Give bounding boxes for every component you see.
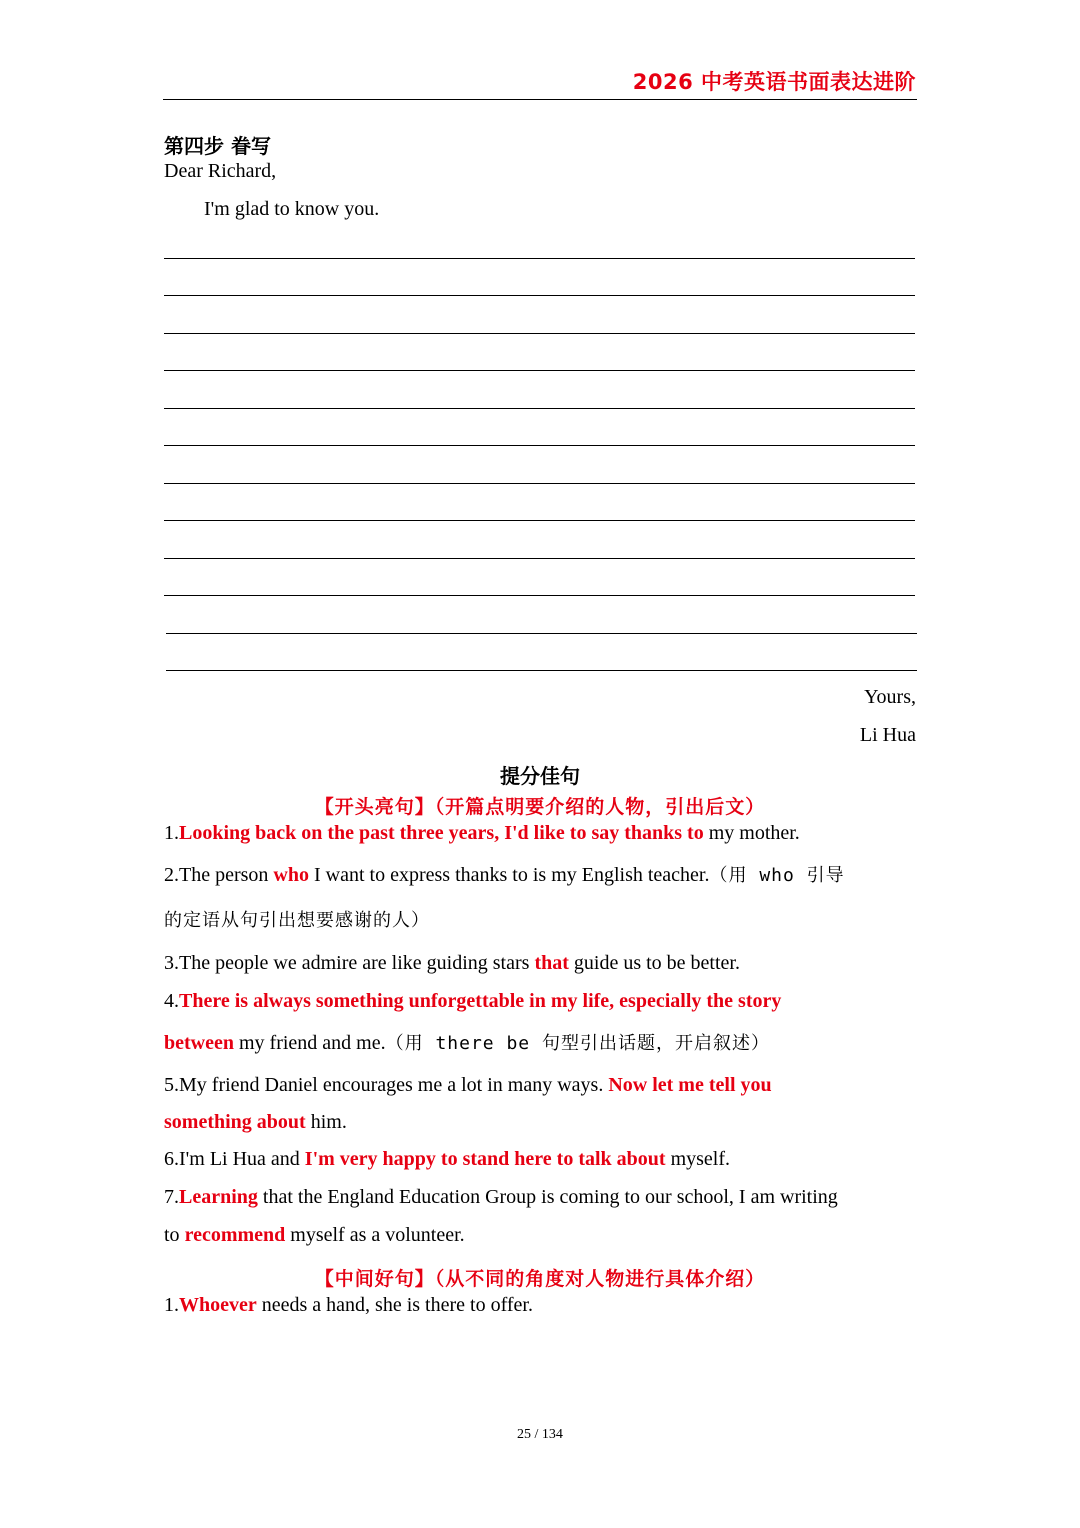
- writing-line: [164, 520, 915, 521]
- writing-line: [164, 295, 915, 296]
- sentence-note: （用 who 引导: [709, 865, 845, 886]
- writing-line: [164, 258, 915, 259]
- header-title: 2026 中考英语书面表达进阶: [632, 70, 916, 94]
- sentence-item: 1.Whoever needs a hand, she is there to offer.: [164, 1294, 533, 1316]
- sentence-item-continued: to recommend myself as a volunteer.: [164, 1224, 465, 1246]
- letter-opening: I'm glad to know you.: [204, 198, 380, 220]
- middle-sentences-heading: 【中间好句】（从不同的角度对人物进行具体介绍）: [314, 1268, 766, 1290]
- sentence-item: 3.The people we admire are like guiding stars that guide us to be better.: [164, 952, 740, 974]
- header-divider: [163, 99, 917, 100]
- opening-sentences-heading: 【开头亮句】（开篇点明要介绍的人物，引出后文）: [314, 796, 766, 818]
- letter-signature: Li Hua: [859, 724, 916, 746]
- sentence-note: 的定语从句引出想要感谢的人）: [164, 910, 430, 931]
- sentence-item: 1.Looking back on the past three years, I'd like to say thanks to my mother.: [164, 822, 800, 844]
- writing-line: [164, 483, 915, 484]
- letter-salutation: Dear Richard,: [164, 160, 277, 182]
- writing-line: [166, 670, 917, 671]
- writing-line: [164, 370, 915, 371]
- writing-line: [164, 445, 915, 446]
- writing-line: [164, 595, 915, 596]
- sentence-item-continued: something about him.: [164, 1111, 347, 1133]
- writing-line: [166, 633, 917, 634]
- sentence-item-continued: between my friend and me.（用 there be 句型引出话题，开启叙述）: [164, 1032, 770, 1054]
- step-title: 第四步 眷写: [164, 134, 271, 158]
- page-number: 25 / 134: [517, 1427, 563, 1442]
- sentence-item: 4.There is always something unforgettable in my life, especially the story: [164, 990, 782, 1012]
- sentence-item: 2.The person who I want to express thanks to is my English teacher.（用 who 引导: [164, 864, 845, 886]
- letter-closing: Yours,: [864, 686, 916, 708]
- sentence-note: （用 there be 句型引出话题，开启叙述）: [385, 1033, 770, 1054]
- writing-line: [164, 408, 915, 409]
- writing-line: [164, 333, 915, 334]
- sentence-item: 7.Learning that the England Education Group is coming to our school, I am writing: [164, 1186, 838, 1208]
- writing-line: [164, 558, 915, 559]
- sentence-item: 6.I'm Li Hua and I'm very happy to stand here to talk about myself.: [164, 1148, 731, 1170]
- section-title: 提分佳句: [500, 764, 580, 788]
- sentence-item: 5.My friend Daniel encourages me a lot in many ways. Now let me tell you: [164, 1074, 772, 1096]
